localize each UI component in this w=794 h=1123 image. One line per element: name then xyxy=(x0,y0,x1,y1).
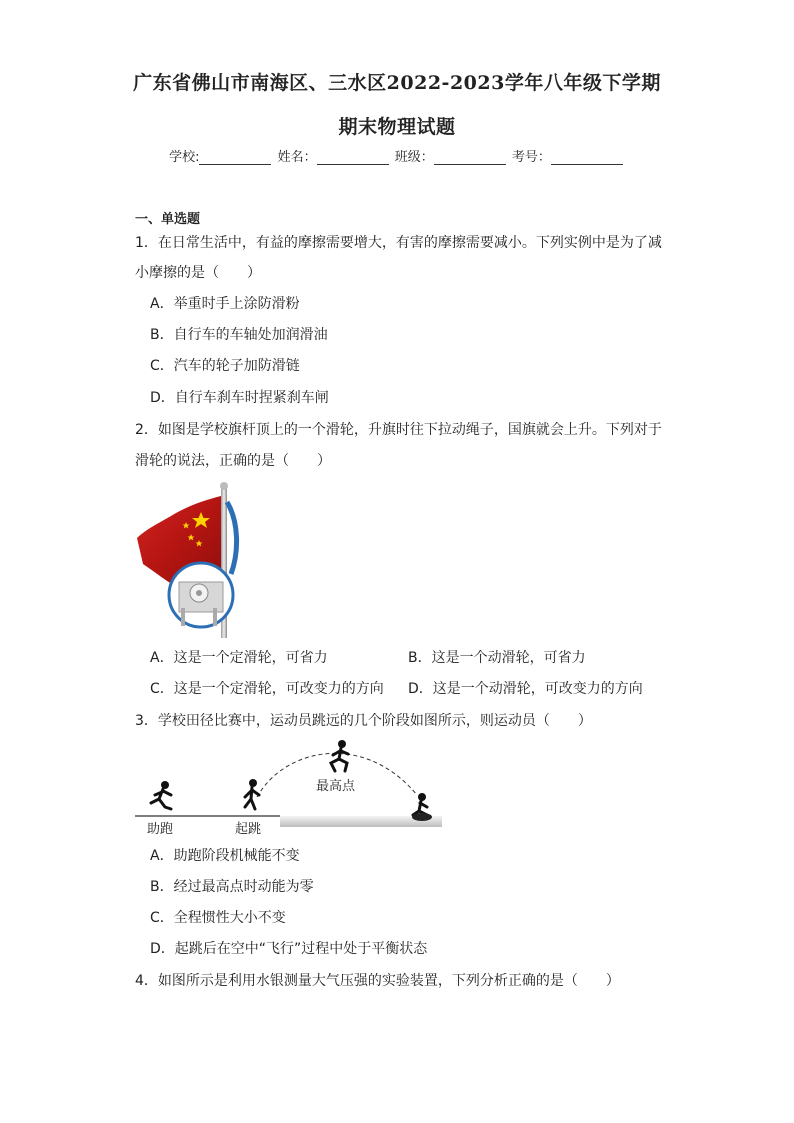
question-1-option-b[interactable]: B．自行车的车轴处加润滑油 xyxy=(150,327,328,343)
label-run: 助跑 xyxy=(147,822,174,837)
question-3-option-c[interactable]: C．全程惯性大小不变 xyxy=(150,910,286,926)
pulley-rope-right xyxy=(213,608,217,626)
jumper-landing-icon xyxy=(412,793,432,821)
question-2-option-c[interactable]: C．这是一个定滑轮，可改变力的方向 xyxy=(150,681,384,697)
jumper-takeoff-icon xyxy=(245,779,259,809)
question-2-option-d[interactable]: D．这是一个动滑轮，可改变力的方向 xyxy=(408,681,643,697)
question-3-option-b[interactable]: B．经过最高点时动能为零 xyxy=(150,879,314,895)
exam-no-blank[interactable] xyxy=(551,150,623,165)
label-jump: 起跳 xyxy=(235,822,262,837)
label-top: 最高点 xyxy=(316,779,356,794)
question-2-line2: 滑轮的说法，正确的是（ ） xyxy=(135,453,331,469)
school-label: 学校: xyxy=(169,150,200,165)
long-jump-figure xyxy=(135,737,445,837)
school-blank[interactable] xyxy=(199,150,271,165)
name-blank[interactable] xyxy=(317,150,389,165)
pulley-rope-left xyxy=(181,608,185,626)
question-3-option-d[interactable]: D．起跳后在空中“飞行”过程中处于平衡状态 xyxy=(150,941,428,957)
question-3-option-a[interactable]: A．助跑阶段机械能不变 xyxy=(150,848,300,864)
jumper-apex-icon xyxy=(331,740,348,771)
question-1-line2: 小摩擦的是（ ） xyxy=(135,265,261,281)
pulley-axle-icon xyxy=(196,590,202,596)
class-blank[interactable] xyxy=(434,150,506,165)
name-label: 姓名： xyxy=(277,150,317,165)
student-info-row xyxy=(0,146,794,165)
runner-icon xyxy=(151,781,171,809)
exam-title-line1: 广东省佛山市南海区、三水区2022-2023学年八年级下学期 xyxy=(133,72,661,94)
question-1-option-c[interactable]: C．汽车的轮子加防滑链 xyxy=(150,358,300,374)
question-2-option-a[interactable]: A．这是一个定滑轮，可省力 xyxy=(150,650,328,666)
section-heading: 一、单选题 xyxy=(135,212,201,227)
question-2-option-b[interactable]: B．这是一个动滑轮，可省力 xyxy=(408,650,586,666)
exam-no-label: 考号： xyxy=(511,150,551,165)
question-1-line1: 1．在日常生活中，有益的摩擦需要增大，有害的摩擦需要减小。下列实例中是为了减 xyxy=(135,235,662,251)
question-2-line1: 2．如图是学校旗杆顶上的一个滑轮，升旗时往下拉动绳子，国旗就会上升。下列对于 xyxy=(135,422,662,438)
rope-highlight xyxy=(227,502,237,574)
question-3-line1: 3．学校田径比赛中，运动员跳远的几个阶段如图所示，则运动员（ ） xyxy=(135,713,592,729)
exam-title-line2: 期末物理试题 xyxy=(338,116,456,138)
class-label: 班级： xyxy=(394,150,434,165)
question-1-option-a[interactable]: A．举重时手上涂防滑粉 xyxy=(150,296,300,312)
question-1-option-d[interactable]: D．自行车刹车时捏紧刹车闸 xyxy=(150,390,329,406)
pole-top-ball xyxy=(220,482,228,490)
question-4-line1: 4．如图所示是利用水银测量大气压强的实验装置，下列分析正确的是（ ） xyxy=(135,973,620,989)
flag-pulley-figure xyxy=(135,482,245,640)
